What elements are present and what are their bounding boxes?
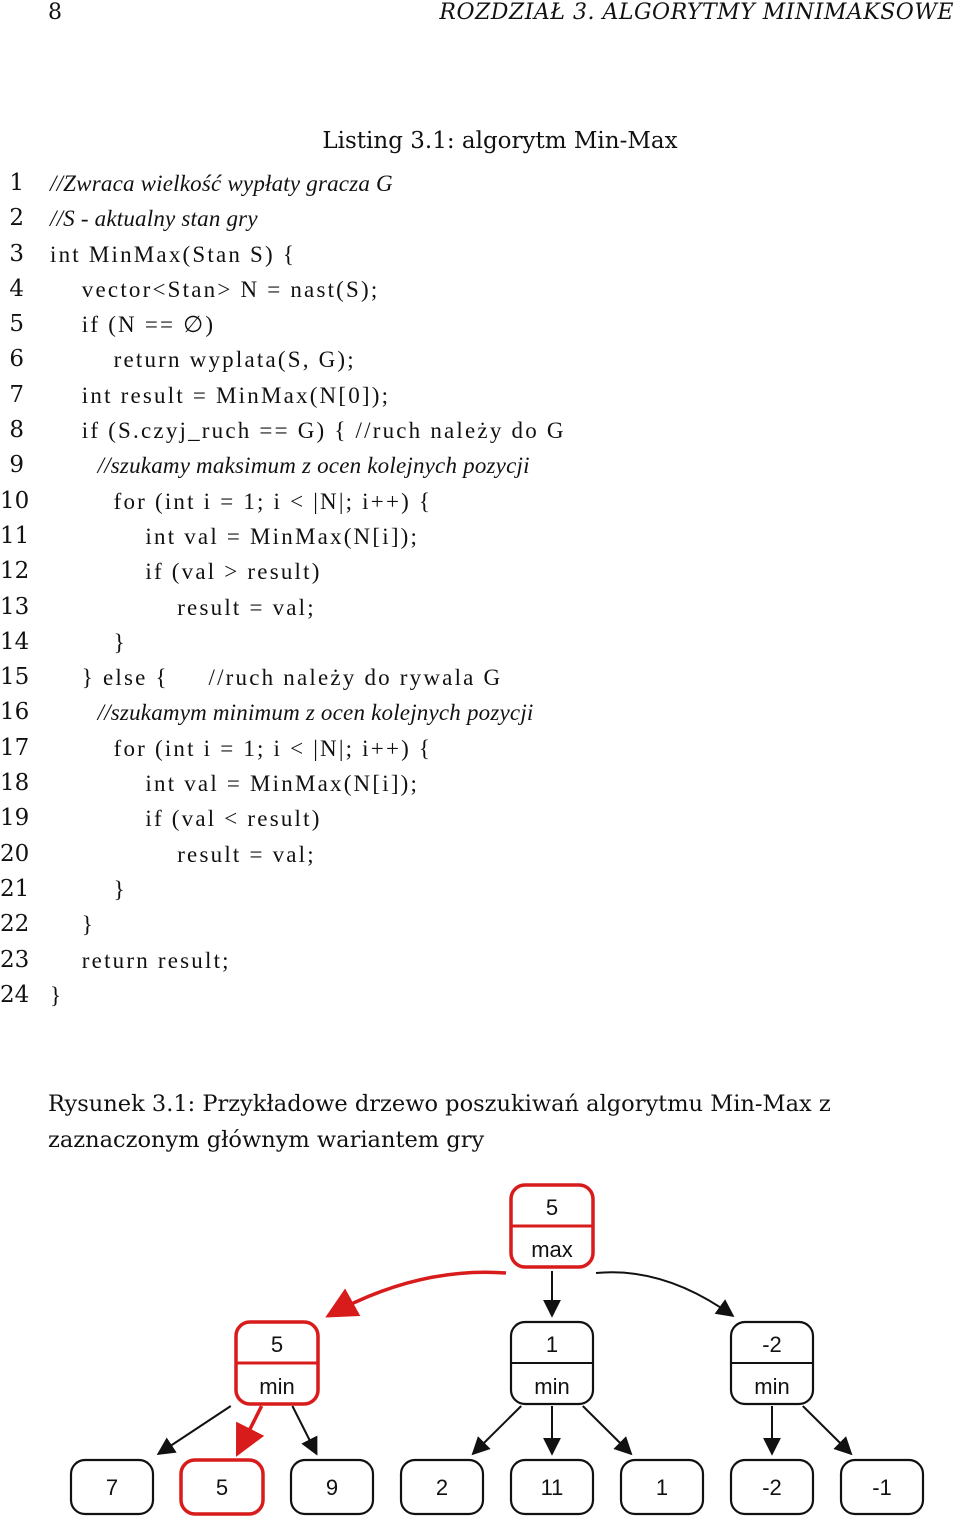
code-text: int val = MinMax(N[i]); bbox=[50, 523, 420, 549]
node-label: min bbox=[754, 1374, 790, 1399]
leaf-value: 1 bbox=[655, 1475, 669, 1500]
page-header bbox=[0, 0, 960, 34]
line-number: 21 bbox=[0, 875, 30, 902]
code-line bbox=[0, 378, 960, 413]
line-number: 12 bbox=[0, 558, 30, 585]
tree-edge bbox=[596, 1272, 733, 1316]
code-line bbox=[0, 978, 960, 1013]
line-number: 3 bbox=[9, 240, 24, 267]
code-line bbox=[0, 272, 960, 307]
line-number: 4 bbox=[9, 275, 24, 302]
tree-edge bbox=[473, 1406, 521, 1454]
code-text: if (S.czyj_ruch == G) { //ruch należy do G bbox=[50, 418, 566, 444]
code-line bbox=[0, 519, 960, 554]
code-line bbox=[0, 342, 960, 377]
code-text: for (int i = 1; i < |N|; i++) { bbox=[50, 488, 433, 514]
node-label: min bbox=[534, 1374, 570, 1399]
node-label: min bbox=[259, 1374, 295, 1399]
leaf-value: 7 bbox=[105, 1475, 119, 1500]
code-text: } bbox=[50, 982, 64, 1008]
code-text: //szukamy maksimum z ocen kolejnych pozycji bbox=[50, 453, 530, 479]
leaf-node bbox=[181, 1460, 263, 1514]
code-line bbox=[0, 484, 960, 519]
leaf-node bbox=[621, 1460, 703, 1514]
code-text: if (val > result) bbox=[50, 559, 322, 585]
code-text: //S - aktualny stan gry bbox=[50, 206, 258, 232]
code-text: return wyplata(S, G); bbox=[50, 347, 356, 373]
line-number: 6 bbox=[9, 346, 24, 373]
code-text: } bbox=[50, 876, 127, 902]
tree-edge bbox=[158, 1406, 231, 1454]
code-line bbox=[0, 766, 960, 801]
leaf-node bbox=[291, 1460, 373, 1514]
code-text: int result = MinMax(N[0]); bbox=[50, 382, 391, 408]
line-number: 15 bbox=[0, 664, 30, 691]
code-text: return result; bbox=[50, 947, 231, 973]
code-line bbox=[0, 872, 960, 907]
node-value: 5 bbox=[545, 1195, 559, 1220]
line-number: 1 bbox=[9, 170, 24, 196]
code-line bbox=[0, 731, 960, 766]
leaf-node bbox=[511, 1460, 593, 1514]
code-listing bbox=[0, 166, 960, 1013]
code-line bbox=[0, 695, 960, 730]
code-line bbox=[0, 166, 960, 201]
code-line bbox=[0, 554, 960, 589]
node-value: -2 bbox=[762, 1332, 782, 1357]
line-number: 11 bbox=[0, 522, 30, 549]
line-number: 20 bbox=[0, 840, 30, 867]
leaf-node bbox=[841, 1460, 923, 1514]
line-number: 19 bbox=[0, 805, 30, 832]
figure-caption: Rysunek 3.1: Przykładowe drzewo poszukiwań algorytmu Min-Max z zaznaczonym głównym wariantem gry bbox=[48, 1091, 831, 1153]
code-line bbox=[0, 413, 960, 448]
line-number: 24 bbox=[0, 981, 30, 1008]
code-text: int val = MinMax(N[i]); bbox=[50, 771, 420, 797]
line-number: 16 bbox=[0, 699, 30, 726]
min-node bbox=[236, 1322, 318, 1404]
leaf-value: 9 bbox=[325, 1475, 339, 1500]
principal-variation-edge bbox=[237, 1406, 261, 1454]
leaf-value: 2 bbox=[435, 1475, 449, 1500]
code-line bbox=[0, 237, 960, 272]
line-number: 22 bbox=[0, 911, 30, 938]
code-text: result = val; bbox=[50, 594, 316, 620]
code-text: //szukamym minimum z ocen kolejnych pozycji bbox=[50, 700, 534, 726]
leaf-node bbox=[71, 1460, 153, 1514]
code-line bbox=[0, 660, 960, 695]
code-text: //Zwraca wielkość wypłaty gracza G bbox=[50, 171, 393, 196]
code-line bbox=[0, 448, 960, 483]
line-number: 10 bbox=[0, 487, 30, 514]
node-value: 1 bbox=[545, 1332, 559, 1357]
minmax-tree-diagram bbox=[0, 1170, 960, 1520]
leaf-node bbox=[731, 1460, 813, 1514]
leaf-value: -2 bbox=[762, 1475, 782, 1500]
code-line bbox=[0, 625, 960, 660]
code-line bbox=[0, 590, 960, 625]
line-number: 5 bbox=[9, 311, 24, 338]
code-text: } bbox=[50, 629, 127, 655]
leaf-value: -1 bbox=[872, 1475, 892, 1500]
line-number: 9 bbox=[9, 452, 24, 479]
leaf-value: 11 bbox=[540, 1475, 564, 1500]
code-line bbox=[0, 907, 960, 942]
code-line bbox=[0, 307, 960, 342]
code-text: int MinMax(Stan S) { bbox=[50, 241, 297, 267]
code-text: vector<Stan> N = nast(S); bbox=[50, 276, 380, 302]
code-text: if (val < result) bbox=[50, 806, 322, 832]
listing-caption: Listing 3.1: algorytm Min-Max bbox=[322, 128, 678, 154]
line-number: 17 bbox=[0, 734, 30, 761]
node-value: 5 bbox=[270, 1332, 284, 1357]
code-line bbox=[0, 943, 960, 978]
principal-variation-edge bbox=[328, 1272, 506, 1316]
line-number: 23 bbox=[0, 946, 30, 973]
tree-edge bbox=[583, 1406, 631, 1454]
code-text: result = val; bbox=[50, 841, 316, 867]
leaf-value: 5 bbox=[215, 1475, 229, 1500]
code-line bbox=[0, 801, 960, 836]
min-node bbox=[731, 1322, 813, 1404]
line-number: 7 bbox=[9, 381, 24, 408]
node-label: max bbox=[531, 1237, 573, 1262]
code-text: if (N == ∅) bbox=[50, 312, 216, 338]
tree-edge bbox=[803, 1406, 851, 1454]
leaf-node bbox=[401, 1460, 483, 1514]
code-text: } bbox=[50, 912, 96, 938]
code-text: } else { //ruch należy do rywala G bbox=[50, 665, 503, 691]
line-number: 8 bbox=[9, 417, 24, 444]
page-number: 8 bbox=[48, 0, 62, 25]
line-number: 2 bbox=[9, 205, 24, 232]
code-line bbox=[0, 201, 960, 236]
line-number: 14 bbox=[0, 628, 30, 655]
tree-edge bbox=[292, 1406, 316, 1454]
line-number: 13 bbox=[0, 593, 30, 620]
root-node bbox=[511, 1185, 593, 1267]
min-node bbox=[511, 1322, 593, 1404]
line-number: 18 bbox=[0, 770, 30, 797]
chapter-title: ROZDZIAŁ 3. ALGORYTMY MINIMAKSOWE bbox=[439, 0, 954, 25]
code-text: for (int i = 1; i < |N|; i++) { bbox=[50, 735, 433, 761]
code-line bbox=[0, 837, 960, 872]
